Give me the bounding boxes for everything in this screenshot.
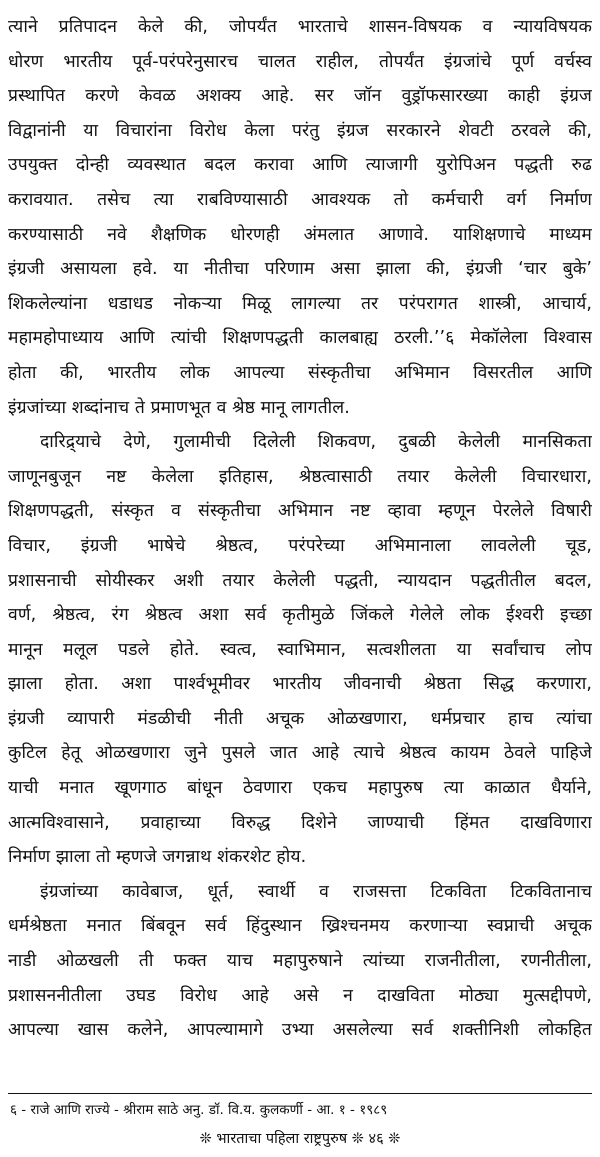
paragraph	[8, 10, 592, 425]
paragraph	[8, 875, 592, 1048]
text-line: वर्ण, श्रेष्ठत्व, रंग श्रेष्ठत्व अशा सर्व कृतीमुळे जिंकले गेलेले लोक ईश्वरी इच्छा	[8, 605, 592, 626]
text-line: शिकलेल्यांना धडाधड नोकऱ्या मिळू लागल्या तर परंपरागत शास्त्री, आचार्य,	[8, 293, 592, 314]
text-line: याची मनात खूणगाठ बांधून ठेवणारा एकच महापुरुष त्या काळात धैर्याने,	[8, 778, 592, 799]
text-line: इंग्रजी असायला हवे. या नीतीचा परिणाम असा झाला की, इंग्रजी ‘चार बुके’	[8, 259, 592, 280]
text-line: प्रशासनाची सोयीस्कर अशी तयार केलेली पद्धती, न्यायदान पद्धतीतील बदल,	[8, 570, 592, 591]
text-line: इंग्रजी व्यापारी मंडळीची नीती अचूक ओळखणारा, धर्मप्रचार हाच त्यांचा	[8, 708, 592, 729]
text-line: झाला होता. अशा पार्श्वभूमीवर भारतीय जीवनाची श्रेष्ठता सिद्ध करणारा,	[8, 674, 592, 695]
page-footer: ❊ भारताचा पहिला राष्ट्रपुरुष ❊ ४६ ❊	[199, 1131, 401, 1147]
text-line: करावयात. तसेच त्या राबविण्यासाठी आवश्यक तो कर्मचारी वर्ग निर्माण	[8, 189, 592, 210]
paragraph	[8, 425, 592, 875]
text-line: आपल्या खास कलेने, आपल्यामागे उभ्या असलेल्या सर्व शक्तीनिशी लोकहित	[8, 1020, 592, 1041]
text-line: शिक्षणपद्धती, संस्कृत व संस्कृतीचा अभिमान नष्ट व्हावा म्हणून पेरलेले विषारी	[8, 501, 592, 522]
text-line: महामहोपाध्याय आणि त्यांची शिक्षणपद्धती कालबाह्य ठरली.’’६ मेकॉलेला विश्वास	[8, 328, 592, 349]
page-body	[8, 10, 592, 1048]
text-line: धोरण भारतीय पूर्व-परंपरेनुसारच चालत राहील, तोपर्यंत इंग्रजांचे पूर्ण वर्चस्व	[8, 51, 592, 72]
text-line: उपयुक्त दोन्ही व्यवस्थात बदल करावा आणि त्याजागी युरोपिअन पद्धती रुढ	[8, 155, 592, 176]
text-line: इंग्रजांच्या शब्दांनाच ते प्रमाणभूत व श्रेष्ठ मानू लागतील.	[8, 397, 350, 418]
text-line: नाडी ओळखली ती फक्त याच महापुरुषाने त्यांच्या राजनीतीला, रणनीतीला,	[8, 951, 592, 972]
text-line: होता की, भारतीय लोक आपल्या संस्कृतीचा अभिमान विसरतील आणि	[8, 362, 592, 383]
text-line: इंग्रजांच्या कावेबाज, धूर्त, स्वार्थी व राजसत्ता टिकविता टिकवितानाच	[40, 881, 592, 902]
text-line: प्रशासननीतीला उघड विरोध आहे असे न दाखविता मोठ्या मुत्सद्दीपणे,	[8, 985, 592, 1006]
footnote: ६ - राजे आणि राज्ये - श्रीराम साठे अनु. डॉ. वि.य. कुलकर्णी - आ. १ - १९८९	[10, 1102, 388, 1118]
text-line: कुटिल हेतू ओळखणारा जुने पुसले जात आहे त्याचे श्रेष्ठत्व कायम ठेवले पाहिजे	[8, 743, 592, 764]
text-line: करण्यासाठी नवे शैक्षणिक धोरणही अंमलात आणावे. याशिक्षणाचे माध्यम	[8, 224, 592, 245]
text-line: त्याने प्रतिपादन केले की, जोपर्यंत भारताचे शासन-विषयक व न्यायविषयक	[8, 17, 592, 37]
text-line: विचार, इंग्रजी भाषेचे श्रेष्ठत्व, परंपरेच्या अभिमानाला लावलेली चूड,	[8, 535, 592, 556]
text-line: जाणूनबुजून नष्ट केलेला इतिहास, श्रेष्ठत्वासाठी तयार केलेली विचारधारा,	[8, 466, 592, 487]
text-line: प्रस्थापित करणे केवळ अशक्य आहे. सर जॉन वुड्रॉफसारख्या काही इंग्रज	[8, 86, 592, 107]
footnote-divider	[8, 1093, 592, 1094]
text-line: धर्मश्रेष्ठता मनात बिंबवून सर्व हिंदुस्थान ख्रिश्चनमय करणाऱ्या स्वप्नाची अचूक	[8, 916, 592, 937]
text-line: दारिद्र्याचे देणे, गुलामीची दिलेली शिकवण, दुबळी केलेली मानसिकता	[40, 432, 592, 453]
text-line: विद्वानांनी या विचारांना विरोध केला परंतु इंग्रज सरकारने शेवटी ठरवले की,	[8, 120, 592, 141]
text-line: मानून मलूल पडले होते. स्वत्व, स्वाभिमान, सत्वशीलता या सर्वांचाच लोप	[8, 639, 592, 660]
text-line: निर्माण झाला तो म्हणजे जगन्नाथ शंकरशेट होय.	[8, 847, 307, 868]
text-line: आत्मविश्वासाने, प्रवाहाच्या विरुद्ध दिशेने जाण्याची हिंमत दाखविणारा	[8, 812, 592, 833]
